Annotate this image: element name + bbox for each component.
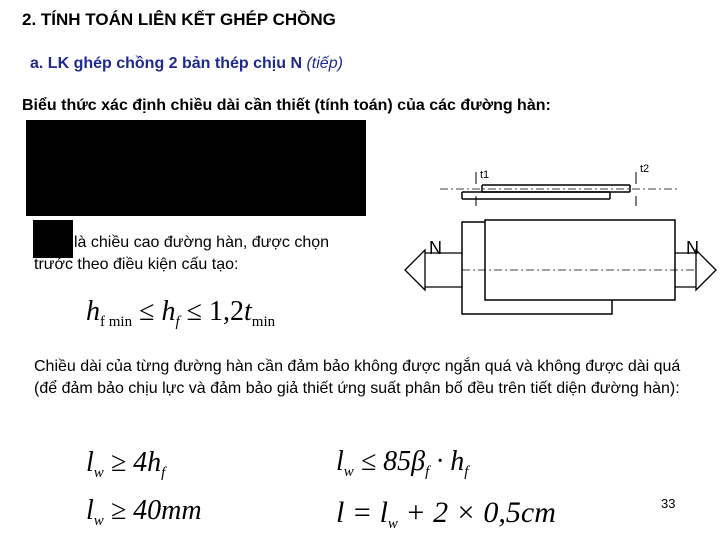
formula-lw1-rest: ≥ 4h xyxy=(103,447,162,478)
formula-hf-h2: h xyxy=(161,296,176,327)
length-description: Chiều dài của từng đường hàn cần đảm bảo không được ngắn quá và không được dài quá (để đảm bảo chịu lực và đảm bảo giả thiết ứng suất phân bố đều trên tiết diện đường hàn): xyxy=(34,358,681,397)
page-number: 33 xyxy=(661,496,676,511)
right-arrow-icon xyxy=(696,250,716,290)
formula-lw1-l: l xyxy=(86,447,94,478)
formula-hf-h1: h xyxy=(86,296,100,327)
formula-lw3-l: l xyxy=(86,495,94,526)
formula-hf-le2: ≤ 1,2 xyxy=(179,296,245,327)
subtitle-note: (tiếp) xyxy=(306,55,343,72)
formula-lw2-sub2: f xyxy=(425,464,430,480)
formula-lw2-rest2: · h xyxy=(429,446,465,477)
formula-lw2-l: l xyxy=(336,446,344,477)
side-view xyxy=(440,172,680,206)
subtitle-main: a. LK ghép chồng 2 bản thép chịu N xyxy=(30,55,303,72)
formula-hf-le1: ≤ xyxy=(132,296,162,327)
formula-l-rest: + 2 × 0,5cm xyxy=(397,496,556,529)
formula-hf-t: t xyxy=(244,296,252,327)
left-arrow-icon xyxy=(405,250,425,290)
formula-lw2-sub3: f xyxy=(464,464,469,480)
formula-lw3-sub: w xyxy=(93,513,104,529)
formula-hf-sub3: min xyxy=(251,314,276,330)
hf-description-text: là chiều cao đường hàn, được chọn trước theo điều kiện cấu tạo: xyxy=(34,234,330,273)
label-t2: t2 xyxy=(640,163,650,175)
formula-lw-min-hf xyxy=(86,447,165,479)
hf-description xyxy=(34,232,364,276)
formula-l-l: l = l xyxy=(336,496,388,529)
formula-lw2-sub: w xyxy=(343,464,354,480)
redacted-formula-box xyxy=(26,120,366,216)
force-label-left: N xyxy=(429,238,442,258)
lap-joint-diagram xyxy=(400,150,720,325)
slide-title: 2. TÍNH TOÁN LIÊN KẾT GHÉP CHỒNG xyxy=(22,10,336,29)
formula-l-sub: w xyxy=(387,516,398,532)
label-t1: t1 xyxy=(480,169,490,181)
formula-lw1-sub: w xyxy=(93,465,104,481)
plan-view xyxy=(405,220,716,314)
formula-lw1-sub2: f xyxy=(161,465,166,481)
formula-lw2-rest: ≤ 85β xyxy=(353,446,426,477)
formula-lw-max xyxy=(336,446,468,478)
formula-lw3-rest: ≥ 40mm xyxy=(103,495,202,526)
formula-hf-range xyxy=(86,296,275,328)
formula-hf-sub1: f min xyxy=(100,314,133,330)
formula-hf-sub2: f xyxy=(175,314,180,330)
slide-subtitle xyxy=(30,55,343,73)
intro-text: Biểu thức xác định chiều dài cần thiết (tính toán) của các đường hàn: xyxy=(22,97,551,114)
force-label-right: N xyxy=(686,238,699,258)
formula-lw-min-40mm xyxy=(86,495,202,527)
formula-total-length xyxy=(336,496,556,530)
